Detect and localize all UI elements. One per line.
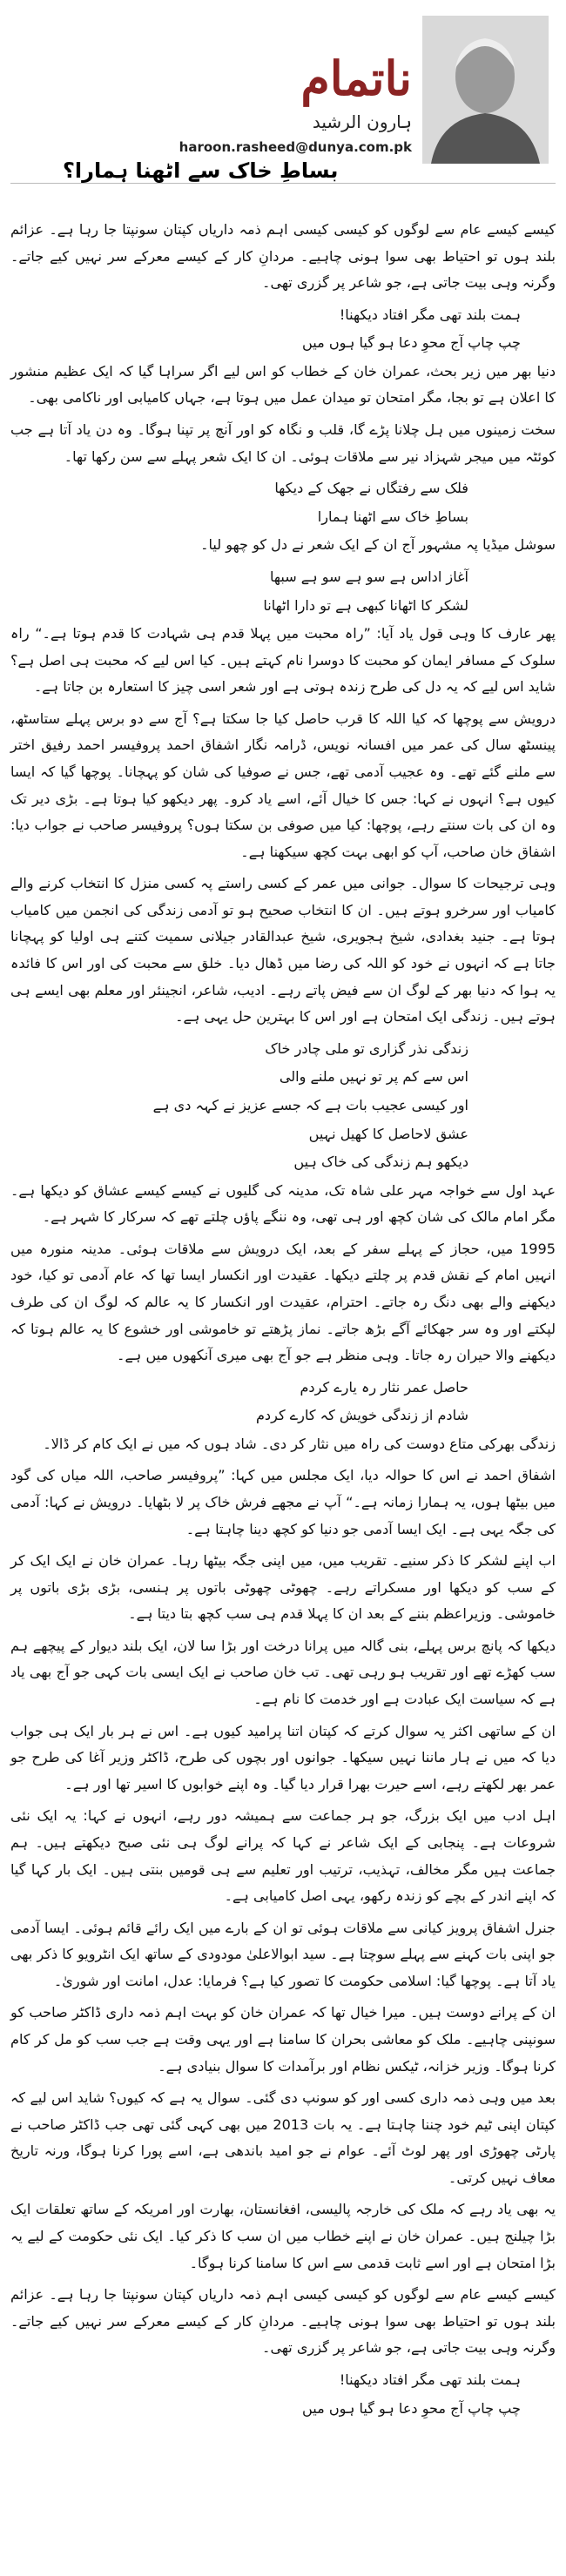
article-column [10, 9, 556, 2424]
verse-line: لشکر کا اٹھانا کبھی ہے تو دارا اٹھانا [263, 596, 468, 614]
verse-line: اور کیسی عجیب بات ہے کہ جسے عزیز نے کہہ دی ہے [152, 1096, 468, 1113]
verse-line: فلک سے رفتگاں نے جھک کے دیکھا [274, 480, 468, 497]
verse-line: حاصل عمر نثار رہ یارے کردم [300, 1378, 468, 1396]
verse-line: دیکھو ہم زندگی کی خاک ہیں [293, 1153, 468, 1171]
article-paragraph: سوشل میڈیا پہ مشہور آج ان کے ایک شعر نے دل کو چھو لیا۔ [200, 536, 556, 554]
article-paragraph: اب اپنے لشکر کا ذکر سنیے۔ تقریب میں، میں اپنی جگہ بیٹھا رہا۔ عمران خان نے ایک ایک کر کے سب کو دیکھا اور مسکراتے رہے۔ چھوٹی چھوٹی باتوں پر ہنسی، بڑی بڑی باتوں پر خاموشی۔ وزیراعظم بننے کے بعد ان کا پہلا قدم ہی سب کچھ بتا دیتا ہے۔ [10, 1552, 556, 1623]
author-portrait-icon [422, 16, 549, 164]
article-paragraph: زندگی بھرکی متاع دوست کی راہ میں نثار کر دی۔ شاد ہوں کہ میں نے ایک کام کر ڈالا۔ [43, 1435, 556, 1452]
article-paragraph: وہی ترجیحات کا سوال۔ جوانی میں عمر کے کسی راستے پہ کسی منزل کا انتخاب کرنے والے کامیاب اور سرخرو ہوتے ہیں۔ ان کا انتخاب صحیح ہو تو آدمی زندگی کی انجمن میں کامیاب ہوتا ہے۔ جنید بغدادی، شیخ ہجویری، شیخ عبدالقادر جیلانی سمیت کتنے ہی اولیا کو پہچانا جاتا ہے کہ انہوں نے خود کو اللہ کی رضا میں ڈھال دیا۔ خلق سے محبت کی اور اس کا فائدہ یہ ہوا کہ دنیا بھر کے لوگ ان سے فیض پاتے رہے۔ ادیب، شاعر، انجینئر اور معلم بھی ایسے ہی ہوتے ہیں۔ زندگی ایک امتحان ہے اور اس کا بہترین حل یہی ہے۔ [10, 875, 556, 1026]
verse-line: ہمت بلند تھی مگر افتاد دیکھنا! [339, 306, 521, 323]
verse-line: چپ چاپ آج محوِ دعا ہو گیا ہوں میں [302, 2399, 521, 2417]
verse-line: آغاز اداس ہے سو ہے سو ہے سبھا [270, 568, 468, 585]
article-paragraph: پھر عارف کا وہی قول یاد آیا: ”راہ محبت میں پہلا قدم ہی شہادت کا قدم ہوتا ہے۔“ راہ سلوک کے مسافر ایمان کو محبت کا دوسرا نام کہتے ہیں۔ کیا اس لیے کہ محبت ہی اصل ہے؟ شاید اس لیے کہ یہ دل کی طرح زندہ ہوتی ہے اور شعر اسی چیز کا استعارہ بن جاتا ہے۔ [10, 625, 556, 696]
article-paragraph: عہد اول سے خواجہ مہر علی شاہ تک، مدینہ کی گلیوں نے کیسے کیسے عشاق کو دیکھا ہے۔ مگر امام مالک کی شان کچھ اور ہی تھی، وہ ننگے پاؤں چلتے تھے کہ سرکار کا شہر ہے۔ [10, 1181, 556, 1226]
verse-line: ہمت بلند تھی مگر افتاد دیکھنا! [339, 2371, 521, 2388]
verse-line: اس سے کم پر تو نہیں ملنے والی [279, 1068, 468, 1086]
verse-line: شادم از زندگی خویش کہ کارے کردم [255, 1407, 468, 1424]
verse-line: زندگی نذر گزاری تو ملی چادر خاک [265, 1039, 468, 1057]
article-paragraph: یہ بھی یاد رہے کہ ملک کی خارجہ پالیسی، افغانستان، بھارت اور امریکہ کے ساتھ تعلقات ایک بڑا چیلنج ہیں۔ عمران خان نے اپنے خطاب میں ان سب کا ذکر کیا۔ ایک نئی حکومت کے لیے یہ بڑا امتحان ہے اور اسے ثابت قدمی سے اس کا سامنا کرنا ہوگا۔ [10, 2201, 556, 2271]
author-email[interactable]: haroon.rasheed@dunya.com.pk [179, 139, 412, 155]
column-masthead [10, 9, 556, 184]
article-body [10, 217, 556, 2422]
article-paragraph: کیسے کیسے عام سے لوگوں کو کیسی کیسی اہم ذمہ داریاں کپتان سونپتا جا رہا ہے۔ عزائم بلند ہوں تو احتیاط بھی سوا ہونی چاہیے۔ مردانِ کار کے کیسے معرکے سر نہیں کیے جاتے۔ وگرنہ وہی بیت جاتی ہے، جو شاعر پر گزری تھی۔ [10, 221, 556, 292]
article-paragraph: دیکھا کہ پانچ برس پہلے، بنی گالہ میں پرانا درخت اور بڑا سا لان، ایک بلند دیوار کے پیچھے ہم سب کھڑے تھے اور تقریب ہو رہی تھی۔ تب خان صاحب نے ایک ایسی بات کہی جو آج بھی یاد ہے کہ سیاست ایک عبادت ہے اور خدمت کا نام ہے۔ [10, 1637, 556, 1708]
article-paragraph: جنرل اشفاق پرویز کیانی سے ملاقات ہوئی تو ان کے بارے میں ایک رائے قائم ہوئی۔ ایسا آدمی جو اپنی بات کہنے سے پہلے سوچتا ہے۔ سید ابوالاعلیٰ مودودی کے ساتھ ایک انٹرویو کا ذکر بھی یاد آتا ہے۔ پوچھا گیا: اسلامی حکومت کا تصور کیا ہے؟ فرمایا: عدل، امانت اور شوریٰ۔ [10, 1919, 556, 1989]
author-photo [422, 16, 549, 164]
article-paragraph: سخت زمینوں میں ہل چلانا پڑے گا، قلب و نگاہ کو اور آنچ پر تپنا ہوگا۔ وہ دن یاد آتا ہے جب کوئٹہ میں میجر شہزاد نیر سے ملاقات ہوئی۔ ان کا ایک شعر پہلے سے سن رکھا تھا۔ [10, 421, 556, 465]
article-headline: بساطِ خاک سے اٹھنا ہمارا؟ [63, 158, 339, 183]
article-paragraph: بعد میں وہی ذمہ داری کسی اور کو سونپ دی گئی۔ سوال یہ ہے کہ کیوں؟ شاید اس لیے کہ کپتان اپنی ٹیم خود چننا چاہتا ہے۔ یہ بات 2013 میں بھی کہی گئی تھی جب ڈاکٹر صاحب نے پارٹی چھوڑی اور پھر لوٹ آئے۔ عوام نے جو امید باندھی ہے، اسے پورا کرنا ہوگا، ورنہ تاریخ معاف نہیں کرتی۔ [10, 2089, 556, 2186]
article-paragraph: دنیا بھر میں زیر بحث، عمران خان کے خطاب کو اس لیے اگر سراہا گیا کہ ایک عظیم منشور کا اعلان ہے تو بجا، مگر امتحان تو میدان عمل میں ہوتا ہے، جہاں کامیابی اور ناکامی بھی۔ [10, 362, 556, 407]
article-paragraph: اشفاق احمد نے اس کا حوالہ دیا، ایک مجلس میں کہا: ”پروفیسر صاحب، اللہ میاں کی گود میں بیٹھا ہوں، یہ ہمارا زمانہ ہے۔“ آپ نے مجھے فرش خاک پر لا بٹھایا۔ درویش نے کہا: آدمی کی جگہ یہی ہے۔ ایک ایسا آدمی جو دنیا کو کچھ دینا چاہتا ہے۔ [10, 1467, 556, 1537]
column-brand: ناتمام [300, 50, 412, 106]
article-paragraph: 1995 میں، حجاز کے پہلے سفر کے بعد، ایک درویش سے ملاقات ہوئی۔ مدینہ منورہ میں انہیں امام کے نقش قدم پر چلتے دیکھا۔ عقیدت اور انکسار ایسا تھا کہ عام آدمی تو کیا، خود دیکھنے والے بھی دنگ رہ جاتے۔ احترام، عقیدت اور انکسار کا یہ عالم کہ لوگ ان کی طرف لپکتے اور وہ سر جھکائے آگے بڑھ جاتے۔ نماز پڑھتے تو خاموشی اور خشوع کا یہ عالم ہوتا کہ دیکھنے والا حیران رہ جاتا۔ وہی منظر ہے جو آج بھی میری آنکھوں میں ہے۔ [10, 1240, 556, 1364]
article-paragraph: ان کے پرانے دوست ہیں۔ میرا خیال تھا کہ عمران خان کو بہت اہم ذمہ داری ڈاکٹر صاحب کو سونپنی چاہیے۔ ملک کو معاشی بحران کا سامنا ہے اور یہی وقت ہے جب سب کو مل کر کام کرنا ہوگا۔ وزیر خزانہ، ٹیکس نظام اور برآمدات کا سوال بنیادی ہے۔ [10, 2004, 556, 2075]
article-paragraph: کیسے کیسے عام سے لوگوں کو کیسی کیسی اہم ذمہ داریاں کپتان سونپتا جا رہا ہے۔ عزائم بلند ہوں تو احتیاط بھی سوا ہونی چاہیے۔ مردانِ کار کے کیسے معرکے سر نہیں کیے جاتے۔ وگرنہ وہی بیت جاتی ہے، جو شاعر پر گزری تھی۔ [10, 2286, 556, 2357]
article-paragraph: اہل ادب میں ایک بزرگ، جو ہر جماعت سے ہمیشہ دور رہے، انہوں نے کہا: یہ ایک نئی شروعات ہے۔ پنجابی کے ایک شاعر نے کہا کہ پرانے لوگ ہی نئی صبح دیکھتے ہیں۔ ہم جماعت ہیں مگر مخالف، تہذیب، ترتیب اور تعلیم سے ہی قومیں بنتی ہیں۔ ایک بار کہا گیا کہ اپنے اندر کے بچے کو زندہ رکھو، یہی اصل کامیابی ہے۔ [10, 1807, 556, 1905]
article-paragraph: ان کے ساتھی اکثر یہ سوال کرتے کہ کپتان اتنا پرامید کیوں ہے۔ اس نے ہر بار ایک ہی جواب دیا کہ میں نے ہار ماننا نہیں سیکھا۔ جوانوں اور بچوں کی طرح، ڈاکٹر وزیر آغا کی طرح جو عمر بھر لکھتے رہے، اسے حیرت بھرا قرار دیا گیا۔ وہ اپنے خوابوں کا اسیر تھا اور ہے۔ [10, 1722, 556, 1792]
article-paragraph: درویش سے پوچھا کہ کیا اللہ کا قرب حاصل کیا جا سکتا ہے؟ آج سے دو برس پہلے ستاسٹھ، پینسٹھ سال کی عمر میں افسانہ نویس، ڈرامہ نگار اشفاق احمد پروفیسر احمد رفیق اختر سے ملنے گئے تھے۔ وہ عجیب آدمی تھے، جس نے صوفیا کی شان کو پہچانا۔ پوچھا گیا کہ ایسا کیوں ہے؟ انہوں نے کہا: جس کا خیال آئے، اسے یاد کرو۔ پھر دیکھو کیا ہوتا ہے۔ بڑی دیر تک وہ ان کی بات سنتے رہے، پوچھا: کیا میں صوفی بن سکتا ہوں؟ پروفیسر صاحب نے جواب دیا: اشفاق خان صاحب، آپ کو ابھی بہت کچھ سیکھنا ہے۔ [10, 710, 556, 860]
verse-line: بساطِ خاک سے اٹھنا ہمارا [317, 508, 468, 525]
verse-line: عشق لاحاصل کا کھیل نہیں [308, 1125, 468, 1142]
verse-line: چپ چاپ آج محوِ دعا ہو گیا ہوں میں [302, 334, 521, 352]
author-name: ہارون الرشید [312, 111, 412, 132]
